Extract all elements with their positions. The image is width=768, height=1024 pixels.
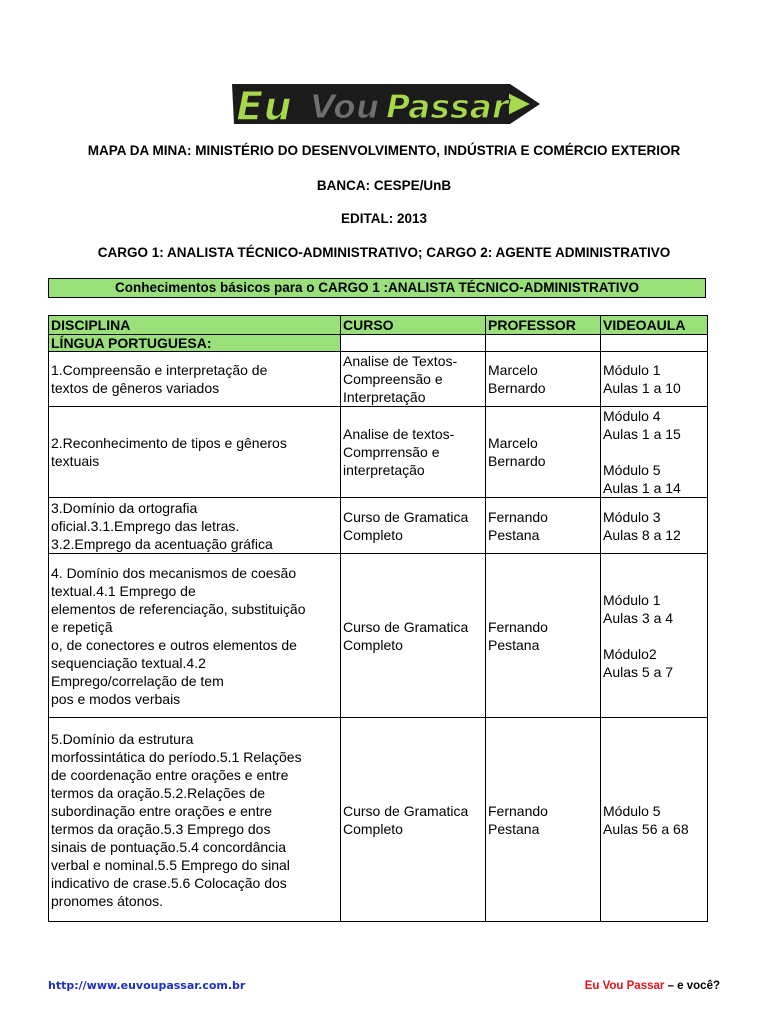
table-row (49, 407, 708, 498)
table-row (49, 352, 708, 407)
footer-url-link[interactable]: http://www.euvoupassar.com.br (48, 979, 246, 992)
euvoupassar-logo (228, 78, 544, 134)
row-videoaula: Módulo 4 Aulas 1 a 15 Módulo 5 Aulas 1 a 14 (601, 407, 708, 498)
row-videoaula: Módulo 3 Aulas 8 a 12 (601, 498, 708, 554)
row-professor: Fernando Pestana (486, 498, 601, 554)
row-curso: Analise de textos- Comprrensão e interpretação (341, 407, 486, 498)
logo-text-vou: Vou (310, 87, 380, 126)
row-curso: Curso de Gramatica Completo (341, 498, 486, 554)
title-banca: BANCA: CESPE/UnB (316, 178, 452, 193)
section-band: Conhecimentos básicos para o CARGO 1 :ANALISTA TÉCNICO-ADMINISTRATIVO (48, 278, 706, 298)
row-professor: Fernando Pestana (486, 554, 601, 718)
footer-tagline-text: – e você? (664, 980, 720, 992)
row-videoaula: Módulo 5 Aulas 56 a 68 (601, 718, 708, 922)
table-row (49, 554, 708, 718)
section-lingua-portuguesa: LÍNGUA PORTUGUESA: (49, 335, 341, 352)
title-mapa: MAPA DA MINA: MINISTÉRIO DO DESENVOLVIMENTO, INDÚSTRIA E COMÉRCIO EXTERIOR (87, 143, 681, 158)
row-videoaula: Módulo 1 Aulas 1 a 10 (601, 352, 708, 407)
title-cargo: CARGO 1: ANALISTA TÉCNICO-ADMINISTRATIVO; CARGO 2: AGENTE ADMINISTRATIVO (97, 245, 671, 260)
row-curso: Analise de Textos- Compreensão e Interpretação (341, 352, 486, 407)
row-disciplina: 5.Domínio da estrutura morfossintática do período.5.1 Relações de coordenação entre orações e entre termos da oração.5.2.Relações de subordinação entre orações e entre termos da oração.5.3 Emprego dos sinais de pontuação.5.4 concordância verbal e nominal.5.5 Emprego do sinal indicativo de crase.5.6 Colocação dos pronomes átonos. (49, 718, 341, 922)
header-videoaula: VIDEOAULA (601, 316, 708, 335)
syllabus-table (48, 315, 708, 922)
header-professor: PROFESSOR (486, 316, 601, 335)
footer-tagline (585, 980, 720, 992)
logo-text-eu: Eu (236, 84, 292, 130)
row-professor: Fernando Pestana (486, 718, 601, 922)
title-edital: EDITAL: 2013 (340, 211, 428, 226)
footer-brand: Eu Vou Passar (584, 980, 665, 992)
header-disciplina: DISCIPLINA (49, 316, 341, 335)
row-disciplina: 2.Reconhecimento de tipos e gêneros textuais (49, 407, 341, 498)
table-row (49, 498, 708, 554)
row-disciplina: 4. Domínio dos mecanismos de coesão textual.4.1 Emprego de elementos de referenciação, substituição e repetiçã o, de conectores e outros elementos de sequenciação textual.4.2 Emprego/correlação de tem pos e modos verbais (49, 554, 341, 718)
row-curso: Curso de Gramatica Completo (341, 718, 486, 922)
table-header-row (49, 316, 708, 335)
table-row (49, 718, 708, 922)
logo-text-passar: Passar (386, 87, 509, 126)
header-curso: CURSO (341, 316, 486, 335)
row-professor: Marcelo Bernardo (486, 407, 601, 498)
row-professor: Marcelo Bernardo (486, 352, 601, 407)
row-disciplina: 1.Compreensão e interpretação de textos de gêneros variados (49, 352, 341, 407)
row-disciplina: 3.Domínio da ortografia oficial.3.1.Emprego das letras. 3.2.Emprego da acentuação gráfica (49, 498, 341, 554)
row-curso: Curso de Gramatica Completo (341, 554, 486, 718)
section-row (49, 335, 708, 352)
row-videoaula: Módulo 1 Aulas 3 a 4 Módulo2 Aulas 5 a 7 (601, 554, 708, 718)
